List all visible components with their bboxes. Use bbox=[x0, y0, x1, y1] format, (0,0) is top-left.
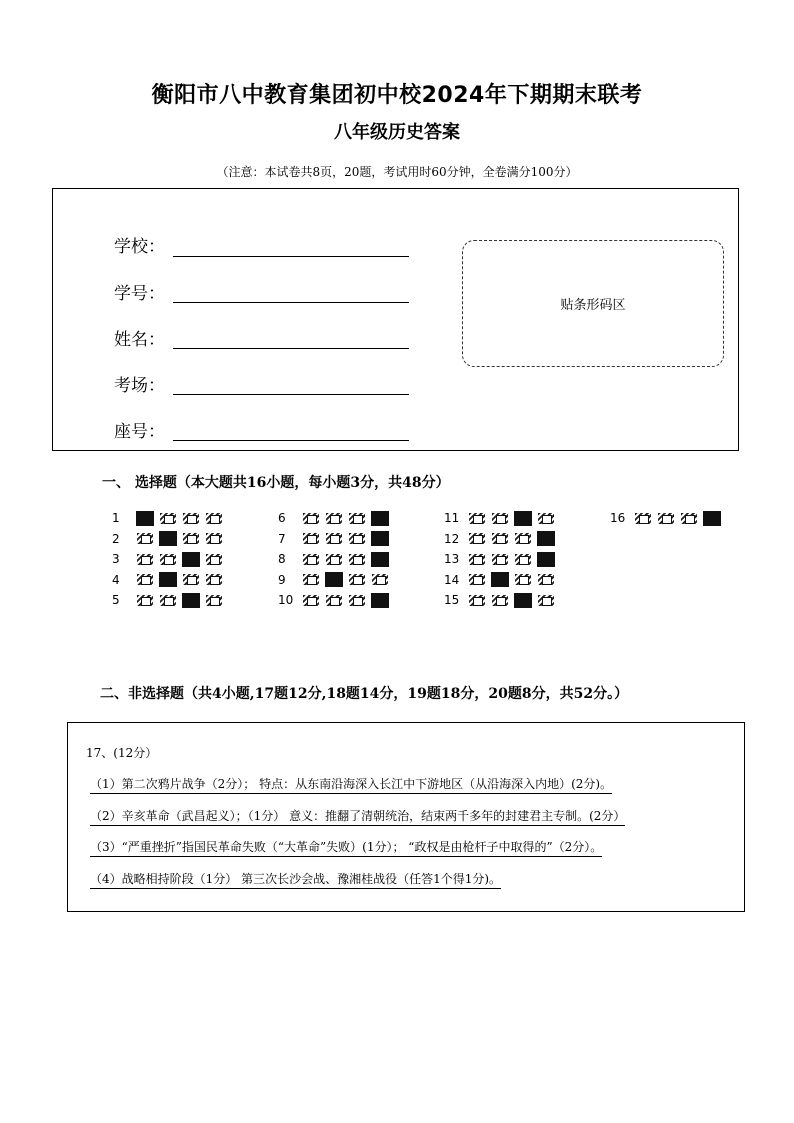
field-name bbox=[114, 325, 165, 350]
question-number: 3 bbox=[112, 552, 120, 567]
question-row-13 bbox=[444, 549, 560, 570]
option-d-bubble[interactable] bbox=[205, 531, 223, 546]
question-number: 4 bbox=[112, 572, 120, 587]
option-a-bubble[interactable] bbox=[302, 593, 320, 608]
option-d-bubble[interactable] bbox=[205, 572, 223, 587]
question-number: 5 bbox=[112, 593, 120, 608]
option-a-bubble[interactable] bbox=[136, 511, 154, 526]
option-d-bubble[interactable] bbox=[537, 552, 555, 567]
option-b-bubble[interactable] bbox=[325, 593, 343, 608]
option-b-bubble[interactable] bbox=[325, 572, 343, 587]
option-d-bubble[interactable] bbox=[371, 552, 389, 567]
student-id-input-line[interactable] bbox=[173, 302, 409, 303]
question-number: 7 bbox=[278, 531, 286, 546]
school-input-line[interactable] bbox=[173, 256, 409, 257]
seat-input-line[interactable] bbox=[173, 440, 409, 441]
field-label: 考场： bbox=[114, 376, 165, 396]
question-row-4 bbox=[112, 570, 228, 591]
option-b-bubble[interactable] bbox=[325, 531, 343, 546]
q17-heading: 17、(12分） bbox=[86, 746, 158, 760]
option-b-bubble[interactable] bbox=[159, 511, 177, 526]
question-row-15 bbox=[444, 590, 560, 611]
option-b-bubble[interactable] bbox=[491, 531, 509, 546]
question-row-2 bbox=[112, 529, 228, 550]
option-c-bubble[interactable] bbox=[348, 593, 366, 608]
question-number: 12 bbox=[444, 531, 460, 546]
question-number: 1 bbox=[112, 511, 120, 526]
exam-room-input-line[interactable] bbox=[173, 394, 409, 395]
option-a-bubble[interactable] bbox=[468, 552, 486, 567]
option-d-bubble[interactable] bbox=[537, 531, 555, 546]
option-c-bubble[interactable] bbox=[182, 511, 200, 526]
field-label: 学校： bbox=[114, 237, 165, 257]
exam-note: （注意：本试卷共8页，20题，考试用时60分钟，全卷满分100分） bbox=[216, 165, 578, 179]
option-b-bubble[interactable] bbox=[491, 552, 509, 567]
question-number: 14 bbox=[444, 572, 460, 587]
question-number: 10 bbox=[278, 593, 294, 608]
question-number: 8 bbox=[278, 552, 286, 567]
exam-title: 衡阳市八中教育集团初中校2024年下期期末联考 bbox=[151, 83, 643, 108]
question-number: 6 bbox=[278, 511, 286, 526]
option-c-bubble[interactable] bbox=[514, 593, 532, 608]
section2-title: 二、非选择题（共4小题,17题12分,18题14分，19题18分，20题8分，共52分。） bbox=[100, 686, 629, 702]
option-b-bubble[interactable] bbox=[159, 572, 177, 587]
option-a-bubble[interactable] bbox=[136, 593, 154, 608]
option-c-bubble[interactable] bbox=[182, 531, 200, 546]
q17-answer-line: （4）战略相持阶段（1分） 第三次长沙会战、豫湘桂战役（任答1个得1分)。 bbox=[90, 870, 501, 889]
question-row-7 bbox=[278, 529, 394, 550]
q17-answer-line: （2）辛亥革命（武昌起义）；（1分） 意义：推翻了清朝统治，结束两千多年的封建君主专制。(2分） bbox=[90, 807, 625, 826]
option-c-bubble[interactable] bbox=[514, 552, 532, 567]
option-a-bubble[interactable] bbox=[302, 531, 320, 546]
field-exam-room bbox=[114, 371, 165, 396]
question-number: 9 bbox=[278, 572, 286, 587]
answer-column bbox=[278, 508, 394, 611]
option-c-bubble[interactable] bbox=[348, 511, 366, 526]
option-c-bubble[interactable] bbox=[182, 593, 200, 608]
question-row-10 bbox=[278, 590, 394, 611]
option-c-bubble[interactable] bbox=[514, 572, 532, 587]
question-row-5 bbox=[112, 590, 228, 611]
question-number: 11 bbox=[444, 511, 460, 526]
option-b-bubble[interactable] bbox=[325, 552, 343, 567]
question-number: 16 bbox=[610, 511, 626, 526]
option-b-bubble[interactable] bbox=[491, 511, 509, 526]
question-row-1 bbox=[112, 508, 228, 529]
option-a-bubble[interactable] bbox=[302, 552, 320, 567]
option-c-bubble[interactable] bbox=[348, 552, 366, 567]
question-row-3 bbox=[112, 549, 228, 570]
option-a-bubble[interactable] bbox=[468, 572, 486, 587]
option-b-bubble[interactable] bbox=[325, 511, 343, 526]
question-row-6 bbox=[278, 508, 394, 529]
option-c-bubble[interactable] bbox=[182, 572, 200, 587]
option-a-bubble[interactable] bbox=[634, 511, 652, 526]
option-a-bubble[interactable] bbox=[468, 593, 486, 608]
field-label: 座号： bbox=[114, 422, 165, 442]
option-b-bubble[interactable] bbox=[159, 552, 177, 567]
q17-answer-line: （1）第二次鸦片战争（2分）； 特点：从东南沿海深入长江中下游地区（从沿海深入内地）(2分)。 bbox=[90, 775, 612, 794]
option-b-bubble[interactable] bbox=[159, 593, 177, 608]
option-c-bubble[interactable] bbox=[348, 572, 366, 587]
option-a-bubble[interactable] bbox=[302, 511, 320, 526]
exam-subtitle: 八年级历史答案 bbox=[334, 122, 460, 143]
barcode-label: 贴条形码区 bbox=[560, 298, 626, 313]
question-row-8 bbox=[278, 549, 394, 570]
option-d-bubble[interactable] bbox=[537, 511, 555, 526]
field-school bbox=[114, 232, 165, 257]
option-c-bubble[interactable] bbox=[514, 531, 532, 546]
option-d-bubble[interactable] bbox=[537, 593, 555, 608]
answer-column bbox=[444, 508, 560, 611]
option-d-bubble[interactable] bbox=[371, 531, 389, 546]
option-b-bubble[interactable] bbox=[657, 511, 675, 526]
option-a-bubble[interactable] bbox=[136, 572, 154, 587]
option-a-bubble[interactable] bbox=[136, 531, 154, 546]
option-c-bubble[interactable] bbox=[680, 511, 698, 526]
option-b-bubble[interactable] bbox=[159, 531, 177, 546]
option-d-bubble[interactable] bbox=[371, 511, 389, 526]
question-number: 2 bbox=[112, 531, 120, 546]
option-b-bubble[interactable] bbox=[491, 593, 509, 608]
option-d-bubble[interactable] bbox=[371, 593, 389, 608]
option-c-bubble[interactable] bbox=[182, 552, 200, 567]
question-number: 15 bbox=[444, 593, 460, 608]
option-d-bubble[interactable] bbox=[205, 552, 223, 567]
option-c-bubble[interactable] bbox=[514, 511, 532, 526]
option-b-bubble[interactable] bbox=[491, 572, 509, 587]
q17-answer-line: （3）“严重挫折”指国民革命失败（“大革命”失败）(1分）； “政权是由枪杆子中取得的”（2分）。 bbox=[90, 838, 602, 857]
question-row-16 bbox=[610, 508, 726, 529]
question-number: 13 bbox=[444, 552, 460, 567]
name-input-line[interactable] bbox=[173, 348, 409, 349]
option-a-bubble[interactable] bbox=[468, 531, 486, 546]
option-a-bubble[interactable] bbox=[302, 572, 320, 587]
question-row-9 bbox=[278, 570, 394, 591]
field-student-id bbox=[114, 279, 165, 304]
option-d-bubble[interactable] bbox=[703, 511, 721, 526]
section1-title: 一、 选择题（本大题共16小题，每小题3分，共48分） bbox=[102, 475, 450, 491]
field-seat bbox=[114, 417, 165, 442]
answer-column bbox=[610, 508, 726, 529]
barcode-area bbox=[462, 240, 724, 367]
option-a-bubble[interactable] bbox=[468, 511, 486, 526]
question-row-11 bbox=[444, 508, 560, 529]
option-a-bubble[interactable] bbox=[136, 552, 154, 567]
question-row-12 bbox=[444, 529, 560, 550]
option-d-bubble[interactable] bbox=[205, 593, 223, 608]
option-d-bubble[interactable] bbox=[371, 572, 389, 587]
answer-column bbox=[112, 508, 228, 611]
question-row-14 bbox=[444, 570, 560, 591]
option-c-bubble[interactable] bbox=[348, 531, 366, 546]
option-d-bubble[interactable] bbox=[537, 572, 555, 587]
field-label: 姓名： bbox=[114, 330, 165, 350]
field-label: 学号： bbox=[114, 284, 165, 304]
option-d-bubble[interactable] bbox=[205, 511, 223, 526]
